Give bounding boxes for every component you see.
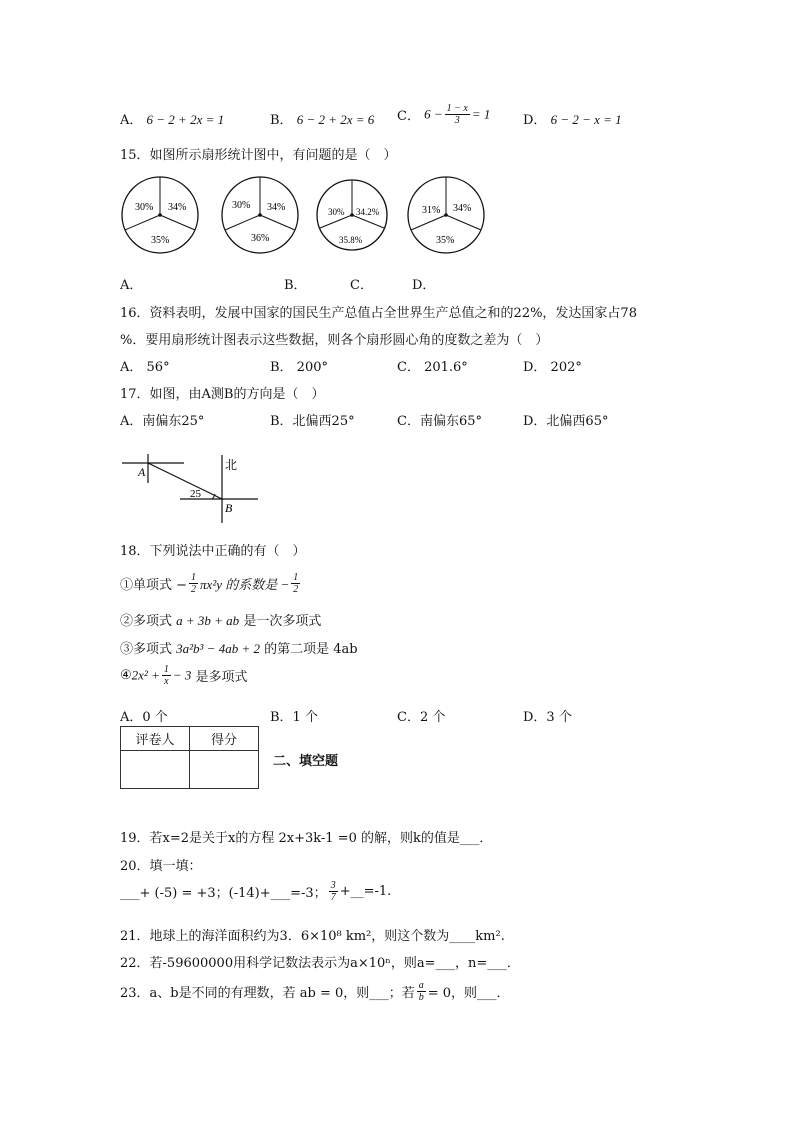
grader-header: 评卷人: [121, 727, 190, 751]
q17-option-a: A．南偏东25°: [120, 414, 205, 429]
q18-statement-1: ①单项式 − $\frac{1}{2}$ πx²y 的系数是 − $\frac{1}{2}$: [120, 572, 299, 595]
q18-option-a: A．0 个: [120, 710, 168, 725]
q18-statement-4: ④2x² + $\frac{1}{x}$ − 3 是多项式: [120, 664, 248, 687]
q15-option-a: A．: [120, 278, 143, 293]
q18-option-c: C．2 个: [397, 710, 446, 725]
score-cell: [190, 751, 259, 789]
pie-chart-c: [317, 180, 387, 250]
q20-question: 20．填一填：: [120, 859, 202, 874]
q16-option-b: B． 200°: [270, 360, 328, 375]
q20-blanks: ___+ (-5) = +3；(-14)+___=-3； $\frac{3}{7}$ +__=-1.: [120, 880, 392, 903]
q15-pie-charts: [115, 170, 495, 260]
north-label: 北: [225, 458, 238, 472]
q18-statement-2: ②多项式 a + 3b + ab 是一次多项式: [120, 613, 322, 629]
q18-question: 18．下列说法中正确的有（ ）: [120, 544, 306, 559]
q17-option-b: B．北偏西25°: [270, 414, 355, 429]
q14-option-a: A． 6 − 2 + 2x = 1: [120, 112, 225, 128]
grader-cell: [121, 751, 190, 789]
pie-c-label-1: 30%: [328, 207, 345, 217]
pie-b-label-3: 36%: [251, 233, 270, 244]
pie-c-label-3: 35.8%: [339, 235, 363, 245]
q17-direction-figure: [118, 450, 268, 530]
q14-option-c: C． 6 − $\frac{1 - x}{3}$ = 1: [397, 103, 491, 126]
q16-option-d: D． 202°: [523, 360, 582, 375]
score-header: 得分: [190, 727, 259, 751]
point-b-label: B: [225, 501, 233, 515]
pie-b-label-1: 30%: [232, 200, 251, 211]
score-table: [120, 726, 259, 789]
pie-d-label-1: 31%: [422, 205, 441, 216]
pie-c-label-2: 34.2%: [356, 207, 380, 217]
q23-question: 23．a、b是不同的有理数，若 ab = 0，则___；若 $\frac{a}{b}$ = 0，则___．: [120, 980, 510, 1003]
q18-statement-3: ③多项式 3a²b³ − 4ab + 2 的第二项是 4ab: [120, 641, 358, 657]
q16-option-a: A． 56°: [120, 360, 170, 375]
point-a-label: A: [138, 465, 146, 479]
pie-chart-a: [122, 177, 198, 253]
pie-chart-b: [222, 177, 298, 253]
section-title: 二、填空题: [273, 754, 339, 769]
pie-b-label-2: 34%: [267, 202, 286, 213]
q16-question-line2: %．要用扇形统计图表示这些数据，则各个扇形圆心角的度数之差为（ ）: [120, 333, 549, 348]
q21-question: 21．地球上的海洋面积约为3．6×10⁸ km²，则这个数为____km².: [120, 929, 505, 944]
q14-option-b: B． 6 − 2 + 2x = 6: [270, 112, 375, 128]
q16-option-c: C． 201.6°: [397, 360, 468, 375]
q14-option-d: D． 6 − 2 − x = 1: [523, 112, 622, 128]
q15-option-b: B．: [284, 278, 307, 293]
q16-question-line1: 16．资料表明，发展中国家的国民生产总值占全世界生产总值之和的22%，发达国家占78: [120, 306, 637, 321]
pie-d-label-2: 34%: [453, 203, 472, 214]
q17-option-c: C．南偏东65°: [397, 414, 482, 429]
pie-a-label-2: 34%: [168, 202, 187, 213]
q15-option-c: C．: [350, 278, 373, 293]
pie-d-label-3: 35%: [436, 235, 455, 246]
q15-option-d: D．: [412, 278, 436, 293]
q19-question: 19．若x=2是关于x的方程 2x+3k-1 =0 的解，则k的值是___．: [120, 831, 493, 846]
q22-question: 22．若-59600000用科学记数法表示为a×10ⁿ，则a=___，n=___．: [120, 956, 520, 971]
q18-option-b: B．1 个: [270, 710, 318, 725]
q17-question: 17．如图，由A测B的方向是（ ）: [120, 387, 325, 402]
pie-a-label-1: 30%: [135, 202, 154, 213]
angle-label: 25: [190, 488, 201, 500]
q18-option-d: D．3 个: [523, 710, 572, 725]
pie-chart-d: [408, 177, 484, 253]
pie-a-label-3: 35%: [151, 235, 170, 246]
q15-question: 15．如图所示扇形统计图中，有问题的是（ ）: [120, 148, 397, 163]
q17-option-d: D．北偏西65°: [523, 414, 609, 429]
